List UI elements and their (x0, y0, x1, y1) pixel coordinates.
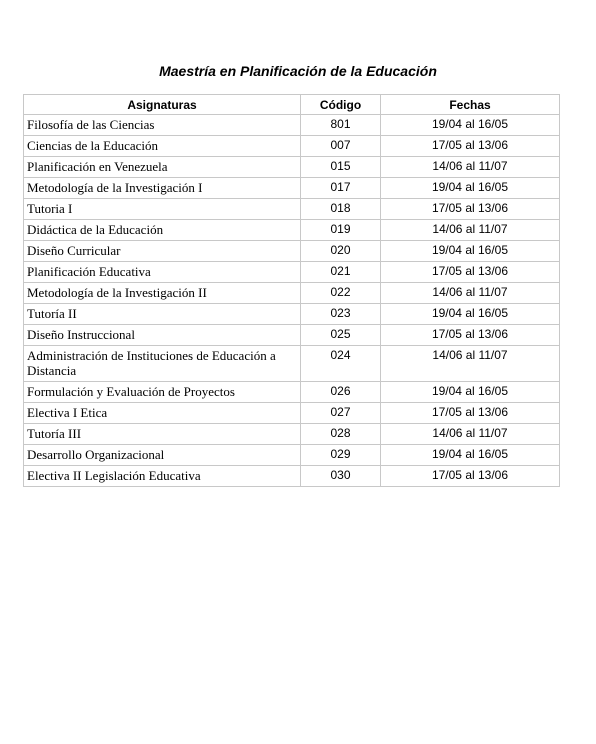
dates-cell: 14/06 al 11/07 (381, 346, 560, 382)
table-row (24, 157, 560, 178)
code-cell: 007 (301, 136, 381, 157)
subjects-table (23, 94, 560, 487)
subject-cell: Planificación Educativa (24, 262, 301, 283)
column-header-dates: Fechas (381, 95, 560, 115)
code-cell: 029 (301, 445, 381, 466)
table-row (24, 199, 560, 220)
table-row (24, 403, 560, 424)
dates-cell: 17/05 al 13/06 (381, 136, 560, 157)
dates-cell: 17/05 al 13/06 (381, 466, 560, 487)
column-header-code: Código (301, 95, 381, 115)
table-row (24, 136, 560, 157)
code-cell: 027 (301, 403, 381, 424)
subject-cell: Desarrollo Organizacional (24, 445, 301, 466)
code-cell: 017 (301, 178, 381, 199)
column-header-subject: Asignaturas (24, 95, 301, 115)
code-cell: 021 (301, 262, 381, 283)
code-cell: 026 (301, 382, 381, 403)
code-cell: 023 (301, 304, 381, 325)
dates-cell: 14/06 al 11/07 (381, 283, 560, 304)
code-cell: 022 (301, 283, 381, 304)
dates-cell: 14/06 al 11/07 (381, 220, 560, 241)
dates-cell: 14/06 al 11/07 (381, 157, 560, 178)
subject-cell: Metodología de la Investigación II (24, 283, 301, 304)
dates-cell: 19/04 al 16/05 (381, 445, 560, 466)
page-title: Maestría en Planificación de la Educación (159, 63, 437, 79)
subject-cell: Tutoría III (24, 424, 301, 445)
subject-cell: Diseño Curricular (24, 241, 301, 262)
dates-cell: 19/04 al 16/05 (381, 304, 560, 325)
subject-cell: Electiva I Etica (24, 403, 301, 424)
dates-cell: 17/05 al 13/06 (381, 199, 560, 220)
code-cell: 030 (301, 466, 381, 487)
code-cell: 024 (301, 346, 381, 382)
dates-cell: 17/05 al 13/06 (381, 325, 560, 346)
dates-cell: 17/05 al 13/06 (381, 403, 560, 424)
code-cell: 020 (301, 241, 381, 262)
table-row (24, 115, 560, 136)
table-row (24, 220, 560, 241)
code-cell: 018 (301, 199, 381, 220)
subject-cell: Planificación en Venezuela (24, 157, 301, 178)
dates-cell: 14/06 al 11/07 (381, 424, 560, 445)
subject-cell: Electiva II Legislación Educativa (24, 466, 301, 487)
subject-cell: Metodología de la Investigación I (24, 178, 301, 199)
dates-cell: 19/04 al 16/05 (381, 178, 560, 199)
subject-cell: Tutoría II (24, 304, 301, 325)
table-row (24, 466, 560, 487)
subject-cell: Ciencias de la Educación (24, 136, 301, 157)
code-cell: 801 (301, 115, 381, 136)
dates-cell: 19/04 al 16/05 (381, 382, 560, 403)
table-row (24, 241, 560, 262)
table-row (24, 262, 560, 283)
table-header-row (24, 95, 560, 115)
subject-cell: Diseño Instruccional (24, 325, 301, 346)
dates-cell: 17/05 al 13/06 (381, 262, 560, 283)
table-row (24, 346, 560, 382)
table-row (24, 424, 560, 445)
dates-cell: 19/04 al 16/05 (381, 115, 560, 136)
subject-cell: Didáctica de la Educación (24, 220, 301, 241)
subject-cell: Formulación y Evaluación de Proyectos (24, 382, 301, 403)
table-row (24, 283, 560, 304)
dates-cell: 19/04 al 16/05 (381, 241, 560, 262)
code-cell: 019 (301, 220, 381, 241)
code-cell: 025 (301, 325, 381, 346)
subject-cell: Filosofía de las Ciencias (24, 115, 301, 136)
table-row (24, 445, 560, 466)
table-row (24, 325, 560, 346)
table-row (24, 178, 560, 199)
table-row (24, 304, 560, 325)
subject-cell: Administración de Instituciones de Educación a Distancia (24, 346, 301, 382)
code-cell: 028 (301, 424, 381, 445)
code-cell: 015 (301, 157, 381, 178)
table-row (24, 382, 560, 403)
subject-cell: Tutoria I (24, 199, 301, 220)
